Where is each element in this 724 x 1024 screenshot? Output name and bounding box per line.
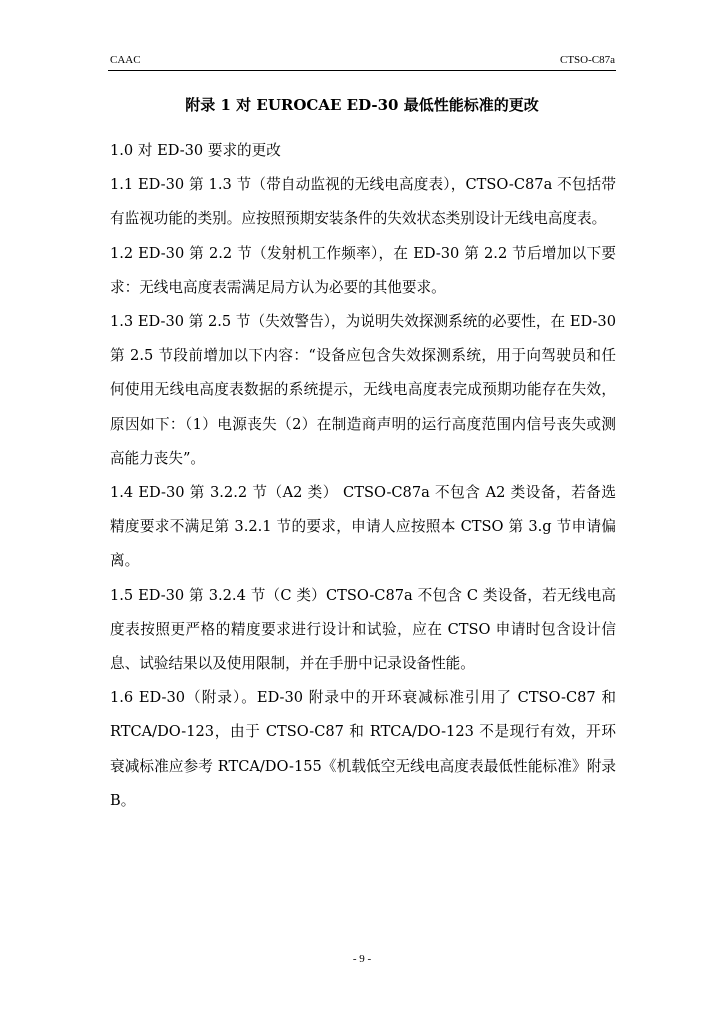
header-left-text: CAAC (110, 54, 141, 66)
header-right-text: CTSO-C87a (560, 54, 615, 66)
page-number: - 9 - (352, 953, 372, 965)
page-header (110, 52, 615, 68)
paragraph-1-1: 1.1 ED-30 第 1.3 节（带自动监视的无线电高度表），CTSO-C87a 不包括带有监视功能的类别。应按照预期安装条件的失效状态类别设计无线电高度表。 (110, 176, 616, 228)
paragraph-1-0: 1.0 对 ED-30 要求的更改 (110, 142, 281, 159)
appendix-title: 附录 1 对 EUROCAE ED-30 最低性能标准的更改 (185, 96, 539, 114)
paragraph-1-4: 1.4 ED-30 第 3.2.2 节（A2 类） CTSO-C87a 不包含 A2 类设备，若备选精度要求不满足第 3.2.1 节的要求，申请人应按照本 CTSO 第 3.g 节申请偏离。 (110, 484, 616, 570)
document-body (110, 134, 616, 818)
paragraph-1-5: 1.5 ED-30 第 3.2.4 节（C 类）CTSO-C87a 不包含 C 类设备，若无线电高度表按照更严格的精度要求进行设计和试验，应在 CTSO 申请时包含设计信息、试验结果以及使用限制，并在手册中记录设备性能。 (110, 586, 616, 673)
paragraph-1-6: 1.6 ED-30（附录）。ED-30 附录中的开环衰减标准引用了 CTSO-C87 和 RTCA/DO-123，由于 CTSO-C87 和 RTCA/DO-123 不是现行有效，开环衰减标准应参考 RTCA/DO-155《机载低空无线电高度表最低性能标准》附录 B。 (110, 689, 616, 809)
paragraph-1-2: 1.2 ED-30 第 2.2 节（发射机工作频率），在 ED-30 第 2.2 节后增加以下要求：无线电高度表需满足局方认为必要的其他要求。 (110, 244, 616, 296)
paragraph-1-3: 1.3 ED-30 第 2.5 节（失效警告），为说明失效探测系统的必要性，在 ED-30 第 2.5 节段前增加以下内容：“设备应包含失效探测系统，用于向驾驶员和任何使用无线电高度表数据的系统提示，无线电高度表完成预期功能存在失效，原因如下：（1）电源丧失（2）在制造商声明的运行高度范围内信号丧失或测高能力丧失”。 (110, 313, 616, 467)
header-divider (108, 70, 616, 71)
